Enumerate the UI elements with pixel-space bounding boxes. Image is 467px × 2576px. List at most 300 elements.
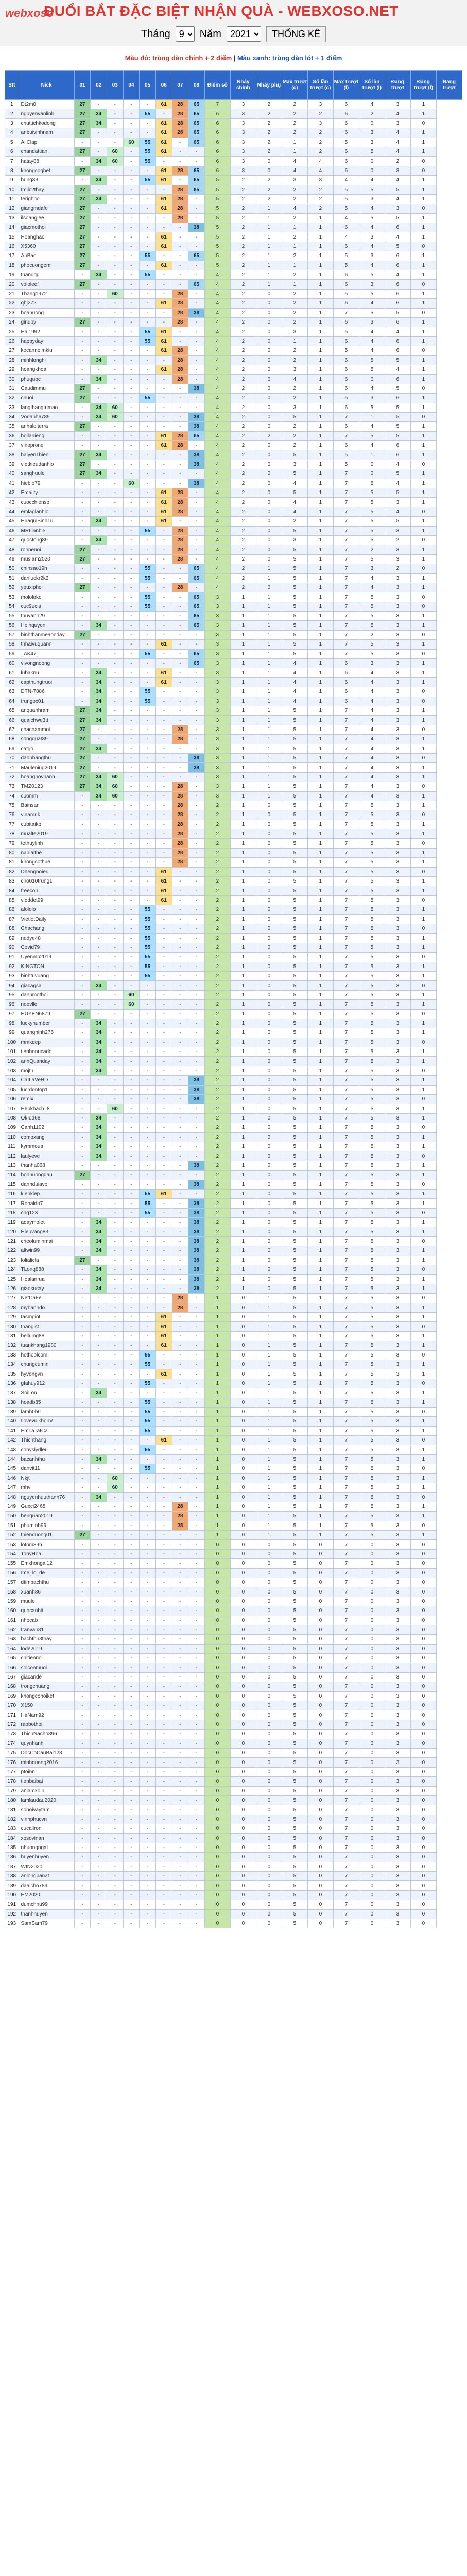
nick-cell[interactable]: anlongpanat (19, 1872, 74, 1881)
stat-cell: 6 (204, 128, 230, 138)
nick-cell[interactable]: Gucci2468 (19, 1502, 74, 1511)
nick-cell[interactable]: chacnammoi (19, 725, 74, 734)
nick-cell[interactable]: terighno (19, 194, 74, 204)
nick-cell[interactable]: giangmdafe (19, 204, 74, 213)
number-cell: - (107, 943, 124, 952)
nick-cell[interactable]: anquanhram (19, 706, 74, 716)
stat-cell: 5 (282, 1568, 307, 1578)
stat-cell: 5 (359, 308, 385, 317)
nick-cell[interactable]: laulyeve (19, 1151, 74, 1161)
nick-cell[interactable]: belluing88 (19, 1331, 74, 1341)
stat-cell: 7 (333, 1464, 359, 1473)
nick-cell[interactable]: sanghuule (19, 469, 74, 479)
stat-cell: 0 (230, 1445, 256, 1454)
number-cell: 38 (188, 1236, 205, 1246)
number-cell: - (91, 1890, 107, 1900)
nick-cell[interactable]: quangninh276 (19, 1028, 74, 1038)
nick-cell[interactable]: Chachang (19, 924, 74, 933)
nick-cell[interactable]: gfahuy912 (19, 1379, 74, 1388)
nick-cell[interactable]: thanglst (19, 1322, 74, 1331)
nick-cell[interactable]: TLong888 (19, 1265, 74, 1275)
stat-cell: 1 (410, 336, 436, 346)
stat-cell: 5 (359, 858, 385, 867)
number-cell: - (140, 820, 156, 829)
nick-cell[interactable]: danluckr2k2 (19, 573, 74, 583)
nick-cell[interactable]: Hepkhach_8 (19, 1104, 74, 1113)
month-select[interactable] (176, 26, 195, 42)
stat-cell: 5 (359, 1464, 385, 1473)
nick-cell[interactable]: khongcothue (19, 858, 74, 867)
nick-cell[interactable]: quynhanh (19, 1739, 74, 1748)
rank-cell: 185 (5, 1843, 19, 1852)
nick-cell[interactable]: binhthanmeaonday (19, 630, 74, 639)
nick-cell[interactable]: vinhphucvn (19, 1815, 74, 1824)
nick-cell[interactable]: Thichthang (19, 1436, 74, 1445)
nick-cell[interactable]: Hoalanrua (19, 1275, 74, 1284)
nick-cell[interactable]: X5360 (19, 242, 74, 251)
nick-cell[interactable]: quoctong89 (19, 535, 74, 545)
nick-cell[interactable]: hung83 (19, 176, 74, 185)
number-cell: - (107, 1824, 124, 1834)
nick-cell[interactable]: nhuongngat (19, 1843, 74, 1852)
stat-cell: 5 (359, 1161, 385, 1170)
nick-cell[interactable]: cho010trung1 (19, 877, 74, 886)
number-cell: - (140, 1862, 156, 1871)
stat-cell: 7 (333, 1805, 359, 1815)
stat-cell: 1 (307, 1171, 333, 1180)
stat-cell: 3 (385, 1085, 410, 1094)
nick-cell[interactable]: minhlonghi (19, 355, 74, 365)
number-cell: - (172, 1464, 188, 1473)
nick-cell[interactable]: danhbangthu (19, 753, 74, 762)
stat-cell: 0 (230, 1417, 256, 1426)
nick-cell[interactable]: HaNam92 (19, 1710, 74, 1720)
rank-cell: 23 (5, 308, 19, 317)
table-row (5, 753, 462, 762)
nick-cell[interactable]: ThichNacho396 (19, 1730, 74, 1739)
number-cell: - (188, 1009, 205, 1019)
nick-cell[interactable]: cheoluminmai (19, 1236, 74, 1246)
nick-cell[interactable]: phocuongem (19, 261, 74, 270)
nick-cell[interactable]: khongcoghet (19, 166, 74, 175)
nick-cell[interactable]: Ime_lo_de (19, 1568, 74, 1578)
number-cell: - (91, 810, 107, 820)
nick-cell[interactable]: kymmoua (19, 1142, 74, 1151)
nick-cell[interactable]: lucrdontop1 (19, 1085, 74, 1094)
table-row (5, 431, 462, 440)
nick-cell[interactable]: ilsoanglee (19, 213, 74, 223)
nick-cell[interactable]: Thang1972 (19, 289, 74, 298)
stat-cell: 3 (204, 687, 230, 697)
nick-cell[interactable]: anlamxoin (19, 1786, 74, 1795)
stat-cell: 1 (307, 1123, 333, 1132)
stat-cell: 3 (385, 526, 410, 535)
number-cell: 61 (155, 346, 172, 355)
nick-cell[interactable]: nhocab (19, 1616, 74, 1625)
nick-cell[interactable]: Hieuvang83 (19, 1227, 74, 1236)
nick-cell[interactable]: tmilc2thay (19, 185, 74, 194)
number-cell: - (188, 1786, 205, 1795)
nick-cell[interactable]: thhaivuquann (19, 640, 74, 649)
nick-cell[interactable]: DocCoCauBai123 (19, 1748, 74, 1757)
nick-cell[interactable]: Uyenmb2019 (19, 953, 74, 962)
nick-cell[interactable]: dumchnu99 (19, 1900, 74, 1909)
nick-cell[interactable]: huyenhuyen (19, 1853, 74, 1862)
nick-cell[interactable]: chandattian (19, 147, 74, 156)
nick-cell[interactable]: vietkieudanhio (19, 460, 74, 469)
nick-cell[interactable]: vololeef (19, 280, 74, 289)
nick-cell[interactable]: EM2020 (19, 1890, 74, 1900)
nick-cell[interactable]: Dt2m0 (19, 100, 74, 109)
stat-cell: 1 (307, 1142, 333, 1151)
nick-cell[interactable]: cuomm (19, 791, 74, 801)
nick-cell[interactable]: danvit11 (19, 1464, 74, 1473)
nick-cell[interactable]: vleddet99 (19, 895, 74, 905)
table-row (5, 716, 462, 725)
nick-cell[interactable]: catgo (19, 744, 74, 753)
nick-cell[interactable]: cuocchienso (19, 498, 74, 507)
table-row (5, 877, 462, 886)
nick-cell[interactable]: phuminh99 (19, 1521, 74, 1530)
nick-cell[interactable]: Hai1992 (19, 327, 74, 336)
nick-cell[interactable]: naulaithe (19, 848, 74, 857)
nick-cell[interactable]: hoahuong (19, 308, 74, 317)
nick-cell[interactable]: Emailty (19, 488, 74, 498)
nick-cell[interactable]: chg123 (19, 1208, 74, 1217)
rank-cell: 65 (5, 706, 19, 716)
nick-cell[interactable]: thuyanh29 (19, 612, 74, 621)
nick-cell[interactable]: luckynumber (19, 1019, 74, 1028)
stat-cell: 7 (333, 1625, 359, 1634)
stat-cell: 5 (282, 1313, 307, 1322)
nick-cell[interactable]: EmLaTatCa (19, 1426, 74, 1435)
nick-cell[interactable]: raobothoi (19, 1720, 74, 1729)
nick-cell[interactable]: chitiennoi (19, 1654, 74, 1663)
stat-cell: 5 (282, 592, 307, 602)
number-cell: - (172, 1331, 188, 1341)
nick-cell[interactable]: Nkjt (19, 1473, 74, 1483)
nick-cell[interactable]: _AK47_ (19, 649, 74, 658)
nick-cell[interactable]: giacande (19, 1672, 74, 1682)
nick-cell[interactable]: trongchuang (19, 1682, 74, 1691)
stat-cell: 3 (385, 877, 410, 886)
nick-cell[interactable]: tienbaibai (19, 1777, 74, 1786)
number-cell: - (140, 1730, 156, 1739)
nick-cell[interactable]: hoilanieng (19, 431, 74, 440)
nick-cell[interactable]: freecon (19, 886, 74, 895)
nick-cell[interactable]: AllClap (19, 138, 74, 147)
table-row (5, 1331, 462, 1341)
nick-cell[interactable]: WIN2020 (19, 1862, 74, 1871)
number-cell: - (123, 1767, 140, 1776)
nick-cell[interactable]: remix (19, 1095, 74, 1104)
nick-cell[interactable]: danhmothoi (19, 990, 74, 999)
nick-cell[interactable]: SamSam79 (19, 1919, 74, 1928)
statistics-button[interactable]: THỐNG KÊ (266, 26, 326, 42)
nick-cell[interactable]: giacmothoi (19, 223, 74, 232)
nick-cell[interactable]: ptoinn (19, 1767, 74, 1776)
number-cell: - (155, 270, 172, 280)
nick-cell[interactable]: alololo (19, 905, 74, 914)
number-cell: 60 (123, 479, 140, 488)
nick-cell[interactable]: Dhengnoieu (19, 867, 74, 876)
stat-cell: 4 (204, 479, 230, 488)
number-cell: - (140, 612, 156, 621)
nick-cell[interactable]: xuanh86 (19, 1587, 74, 1597)
nick-cell[interactable]: TonyHoa (19, 1549, 74, 1558)
nick-cell[interactable]: Hoihguyen (19, 621, 74, 630)
nick-cell[interactable]: tranvan81 (19, 1625, 74, 1634)
stat-cell: 1 (256, 1350, 282, 1360)
stat-cell: 5 (282, 612, 307, 621)
number-cell: - (155, 1739, 172, 1748)
nick-cell[interactable]: hoanghovnanh (19, 772, 74, 782)
nick-cell[interactable]: thanhhuyen (19, 1909, 74, 1919)
nick-cell[interactable]: muule (19, 1597, 74, 1606)
table-row (5, 176, 462, 185)
nick-cell[interactable]: xosovinan (19, 1834, 74, 1843)
stat-cell: 2 (204, 1066, 230, 1075)
nick-cell[interactable]: hoadb85 (19, 1398, 74, 1407)
nick-cell[interactable]: cucailron (19, 1824, 74, 1834)
number-cell: - (74, 990, 91, 999)
nick-cell[interactable]: VietlotDaily (19, 914, 74, 924)
stat-cell: 1 (282, 223, 307, 232)
stat-cell: 0 (204, 1587, 230, 1597)
nick-cell[interactable]: ronnenoi (19, 545, 74, 554)
nick-cell[interactable]: giaosucay (19, 1284, 74, 1293)
nick-cell[interactable]: bacanhthu (19, 1454, 74, 1464)
nick-cell[interactable]: anbuivinhnam (19, 128, 74, 138)
nick-cell[interactable]: mololoke (19, 592, 74, 602)
nick-cell[interactable]: happyday (19, 336, 74, 346)
nick-cell[interactable]: X150 (19, 1701, 74, 1710)
number-cell: - (107, 1834, 124, 1843)
nick-cell[interactable]: langthangtrimao (19, 403, 74, 412)
nick-cell[interactable]: tuandgg (19, 270, 74, 280)
number-cell: - (123, 1227, 140, 1236)
nick-cell[interactable]: giriuby (19, 317, 74, 327)
nick-cell[interactable]: thienduong01 (19, 1530, 74, 1539)
number-cell: 61 (155, 1322, 172, 1331)
nick-cell[interactable]: vinoprone (19, 441, 74, 450)
stat-cell: 0 (359, 1597, 385, 1606)
nick-cell[interactable]: vinamrlk (19, 810, 74, 820)
stat-cell: 5 (333, 261, 359, 270)
nick-cell[interactable]: SoiLon (19, 1388, 74, 1398)
nick-cell[interactable]: captnungtruoi (19, 677, 74, 687)
nick-cell[interactable]: danhduiavo (19, 1180, 74, 1189)
nick-cell[interactable]: vivongnoong (19, 659, 74, 668)
stat-cell: 1 (230, 981, 256, 990)
nick-cell[interactable]: lamh0bC (19, 1407, 74, 1416)
nick-cell[interactable]: quocanhtt (19, 1606, 74, 1616)
nick-cell[interactable]: binhtuvuang (19, 971, 74, 980)
nick-cell[interactable]: NetCaFe (19, 1294, 74, 1303)
nick-cell[interactable]: hieble79 (19, 479, 74, 488)
nick-cell[interactable]: HUYEN6879 (19, 1009, 74, 1019)
stat-cell: 0 (307, 1606, 333, 1616)
nick-cell[interactable]: mhv (19, 1483, 74, 1493)
nick-cell[interactable]: khongcohoiket (19, 1691, 74, 1701)
number-cell: - (172, 1777, 188, 1786)
nick-cell[interactable]: mmkdep (19, 1038, 74, 1047)
stat-cell: 0 (410, 1180, 436, 1189)
nick-cell[interactable]: daalcho789 (19, 1881, 74, 1890)
number-cell: - (172, 1132, 188, 1142)
stat-cell: 7 (333, 1512, 359, 1521)
stat-cell: 7 (333, 1909, 359, 1919)
nick-cell[interactable]: comoxang (19, 1132, 74, 1142)
nick-cell[interactable]: mojtn (19, 1066, 74, 1075)
nick-cell[interactable]: songquat39 (19, 735, 74, 744)
nick-cell[interactable]: phuquoc (19, 375, 74, 384)
nick-cell[interactable]: lode2019 (19, 1644, 74, 1653)
nick-cell[interactable]: Vodanh6789 (19, 412, 74, 421)
stat-cell: 0 (230, 1436, 256, 1445)
table-row (5, 1464, 462, 1473)
stat-cell: 0 (359, 1777, 385, 1786)
nick-cell[interactable]: tuankhang1980 (19, 1341, 74, 1350)
year-select[interactable] (227, 26, 261, 42)
nick-cell[interactable]: MR6ianbi5 (19, 526, 74, 535)
nick-cell[interactable]: muslam2020 (19, 554, 74, 564)
nick-cell[interactable]: sohoivaytam (19, 1805, 74, 1815)
nick-cell[interactable]: bonhuongdau (19, 1171, 74, 1180)
nick-cell[interactable]: hatay88 (19, 157, 74, 166)
nick-cell[interactable]: Bainsan (19, 801, 74, 810)
nick-cell[interactable]: yeuxiphoi (19, 583, 74, 592)
nick-cell[interactable]: myhanhdo (19, 1303, 74, 1312)
nick-cell[interactable]: mualte2019 (19, 829, 74, 839)
nick-cell[interactable]: Mauleniug2019 (19, 763, 74, 772)
nick-cell[interactable]: TMZ0123 (19, 782, 74, 791)
stat-cell: 7 (333, 1066, 359, 1075)
number-cell: - (91, 1644, 107, 1653)
nick-cell[interactable]: Canh1102 (19, 1123, 74, 1132)
stat-cell: 1 (307, 1009, 333, 1019)
nick-cell[interactable]: thanha068 (19, 1161, 74, 1170)
number-cell: - (172, 1426, 188, 1435)
site-logo[interactable]: webxoso (5, 7, 54, 20)
number-cell: - (172, 1123, 188, 1132)
nick-cell[interactable]: altwin99 (19, 1246, 74, 1256)
nick-cell[interactable]: lotom89h (19, 1540, 74, 1549)
nick-cell[interactable]: Ronaldo7 (19, 1199, 74, 1208)
nick-cell[interactable]: anhQuanday (19, 1057, 74, 1066)
number-cell: - (188, 535, 205, 545)
nick-cell[interactable]: bachthu3thay (19, 1635, 74, 1644)
stat-cell: 5 (282, 564, 307, 573)
stat-cell: 0 (230, 1606, 256, 1616)
number-cell: - (172, 772, 188, 782)
number-cell: - (91, 1208, 107, 1217)
nick-cell[interactable]: Covid79 (19, 943, 74, 952)
stat-cell: 7 (333, 1682, 359, 1691)
nick-cell[interactable]: AnBao (19, 251, 74, 261)
nick-cell[interactable]: quaichwe3tt (19, 716, 74, 725)
nick-cell[interactable]: qhj272 (19, 299, 74, 308)
nick-cell[interactable]: lubaknu (19, 668, 74, 677)
number-cell: - (107, 1663, 124, 1672)
nick-cell[interactable]: Hoanghac (19, 232, 74, 242)
nick-cell[interactable]: chinsao19h (19, 564, 74, 573)
stat-cell: 3 (385, 1767, 410, 1776)
nick-cell[interactable]: nguyenvanlinh (19, 109, 74, 118)
nick-cell[interactable]: Caudimmu (19, 384, 74, 393)
nick-cell[interactable]: soiconmuoi (19, 1663, 74, 1672)
number-cell: 65 (188, 612, 205, 621)
nick-cell[interactable]: KINGTON (19, 962, 74, 971)
nick-cell[interactable]: kocannoimkiu (19, 346, 74, 355)
number-cell: - (123, 621, 140, 630)
nick-cell[interactable]: benquan2019 (19, 1512, 74, 1521)
nick-cell[interactable]: adaymolet (19, 1218, 74, 1227)
nick-cell[interactable]: dtimbachthu (19, 1578, 74, 1587)
nick-cell[interactable]: DTN-7886 (19, 687, 74, 697)
nick-cell[interactable]: kiepkiep (19, 1189, 74, 1198)
nick-cell[interactable]: cubitaiko (19, 820, 74, 829)
nick-cell[interactable]: tasmgiot (19, 1313, 74, 1322)
rank-cell: 30 (5, 375, 19, 384)
stat-cell: 3 (230, 109, 256, 118)
nick-cell[interactable]: hyvongvn (19, 1369, 74, 1379)
nick-cell[interactable]: chungcumini (19, 1360, 74, 1369)
number-cell: - (107, 223, 124, 232)
nick-cell[interactable]: HuaquiBinh1u (19, 517, 74, 526)
nick-cell[interactable]: nguyenhuuthanh76 (19, 1493, 74, 1502)
nick-cell[interactable]: Emkhongai12 (19, 1559, 74, 1568)
rank-cell: 127 (5, 1294, 19, 1303)
number-cell: - (140, 1872, 156, 1881)
nick-cell[interactable]: hothoolcom (19, 1350, 74, 1360)
nick-cell[interactable]: chuoi (19, 394, 74, 403)
stat-cell: 1 (359, 412, 385, 421)
nick-cell[interactable]: tienhonucado (19, 1047, 74, 1057)
number-cell: - (172, 1275, 188, 1284)
nick-cell[interactable]: nodye48 (19, 934, 74, 943)
rank-cell: 33 (5, 403, 19, 412)
nick-cell[interactable]: giacagsa (19, 981, 74, 990)
nick-cell[interactable]: noevlle (19, 1000, 74, 1009)
nick-cell[interactable]: lolialicla (19, 1256, 74, 1265)
nick-cell[interactable]: tethuylinh (19, 839, 74, 848)
stat-cell: 3 (385, 1313, 410, 1322)
number-cell: 27 (74, 469, 91, 479)
number-cell: 65 (188, 649, 205, 658)
nick-cell[interactable]: trungoc01 (19, 697, 74, 706)
number-cell: - (123, 1161, 140, 1170)
nick-cell[interactable]: anhaloiterra (19, 422, 74, 431)
nick-cell[interactable]: minhquang2016 (19, 1758, 74, 1767)
nick-cell[interactable]: OkIdd68 (19, 1113, 74, 1123)
number-cell: - (172, 1843, 188, 1852)
nick-cell[interactable]: CaILaVeHD (19, 1076, 74, 1085)
number-cell: - (74, 441, 91, 450)
nick-cell[interactable]: lamlaudau2020 (19, 1795, 74, 1805)
rank-cell: 136 (5, 1379, 19, 1388)
stat-cell: 5 (282, 1578, 307, 1587)
nick-cell[interactable]: cuc9ucis (19, 602, 74, 611)
nick-cell[interactable]: haiyen1hien (19, 450, 74, 460)
nick-cell[interactable]: chuttichkodong (19, 118, 74, 128)
nick-cell[interactable]: conyslydleu (19, 1445, 74, 1454)
stat-cell: 7 (333, 848, 359, 857)
number-cell: - (91, 886, 107, 895)
nick-cell[interactable]: IlovevuikhonV (19, 1417, 74, 1426)
nick-cell[interactable]: hoangkhoa (19, 365, 74, 374)
nick-cell[interactable]: emlaglanhlo (19, 507, 74, 516)
